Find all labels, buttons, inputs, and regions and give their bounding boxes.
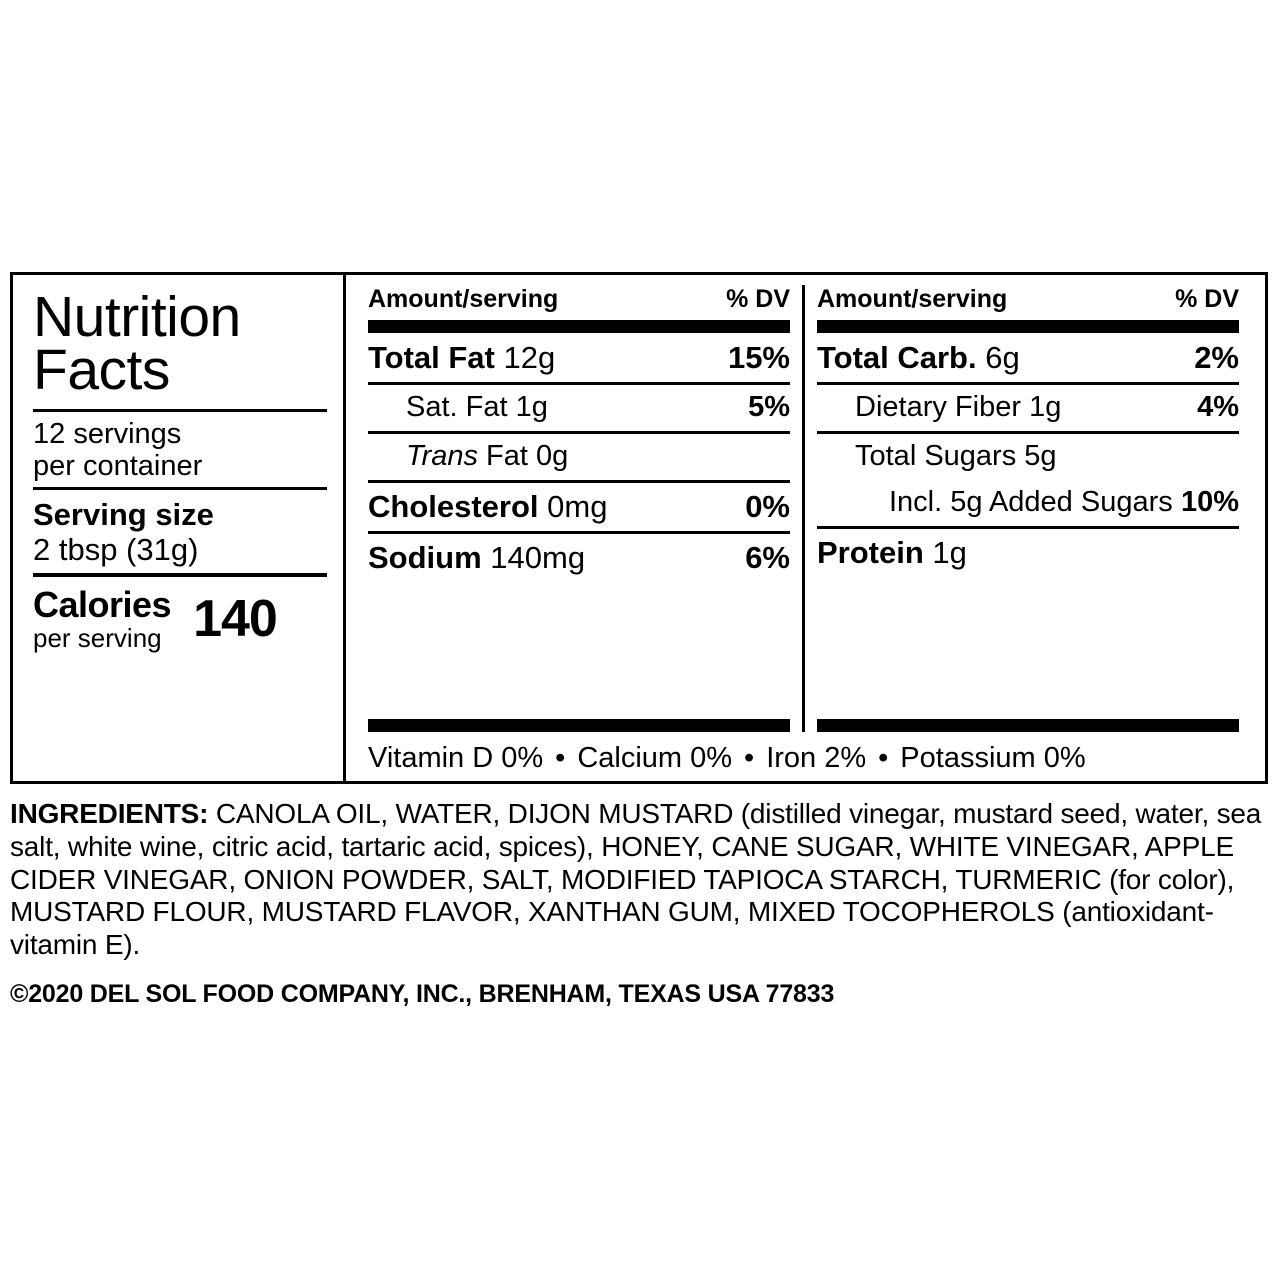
table-row — [368, 480, 790, 531]
nutrient-column-left — [360, 285, 802, 732]
nutrient-dv: 5% — [748, 391, 790, 424]
nutrition-facts-panel — [10, 272, 1268, 784]
page-title — [33, 285, 327, 402]
ingredients-heading: INGREDIENTS: — [10, 798, 209, 829]
table-row — [368, 333, 790, 382]
table-row — [368, 431, 790, 480]
micronutrient-potassium: Potassium 0% — [900, 742, 1086, 774]
nutrient-name: Sodium 140mg — [368, 539, 586, 575]
nutrient-name: Trans Fat 0g — [406, 439, 569, 472]
serving-size — [33, 498, 327, 567]
micronutrient-calcium: Calcium 0% — [577, 742, 733, 774]
serving-size-label: Serving size — [33, 496, 214, 532]
nutrient-name: Dietary Fiber 1g — [855, 391, 1062, 424]
nutrient-columns — [346, 275, 1265, 781]
table-row — [817, 480, 1239, 526]
nutrient-amount: 6g — [985, 340, 1020, 375]
nutrition-facts-title-line1: Nutrition — [33, 285, 241, 349]
micronutrient-iron: Iron 2% — [766, 742, 867, 774]
footer-bar-right — [817, 719, 1239, 732]
nutrient-name: Cholesterol 0mg — [368, 488, 608, 524]
ingredients-section — [10, 798, 1268, 962]
divider-below-title — [33, 409, 327, 412]
nutrient-dv: 2% — [1194, 340, 1239, 375]
nutrient-dv: 4% — [1197, 391, 1239, 424]
table-row — [817, 526, 1239, 577]
nutrient-name: Total Carb. 6g — [817, 340, 1020, 375]
divider-below-serving-size — [33, 573, 327, 577]
ingredients-text: CANOLA OIL, WATER, DIJON MUSTARD (distilled vinegar, mustard seed, water, sea salt, white wine, citric acid, tartaric acid, spices), HONEY, CANE SUGAR, WHITE VINEGAR, APPLE CIDER VINEGAR, ONION POWDER, SALT, MODIFIED TAPIOCA STARCH, TURMERIC (for color), MUSTARD FLOUR, MUSTARD FLAVOR, XANTHAN GUM, MIXED TOCOPHEROLS (antioxidant-vitamin E). — [10, 798, 1262, 960]
servings-per-container — [33, 418, 327, 483]
percent-dv-header: % DV — [1175, 285, 1239, 313]
calories-per-serving-label: per serving — [33, 623, 162, 654]
nutrient-name: Protein 1g — [817, 534, 967, 570]
nutrient-name: Total Sugars 5g — [855, 439, 1057, 472]
footer-bar-left — [368, 719, 790, 732]
amount-per-serving-header: Amount/serving — [817, 285, 1008, 313]
table-row — [817, 431, 1239, 480]
table-row — [368, 531, 790, 582]
nutrient-dv: 0% — [745, 488, 790, 524]
nutrient-dv: 15% — [727, 340, 790, 375]
header-bar-left — [368, 320, 790, 333]
bullet-separator: • — [744, 742, 755, 774]
column-header-right — [817, 285, 1239, 320]
nutrient-amount: Fat 0g — [486, 439, 569, 472]
calories-value: 140 — [193, 590, 277, 649]
nutrient-amount: 5g — [1024, 439, 1057, 472]
divider-below-servings — [33, 487, 327, 490]
column-header-left — [368, 285, 790, 320]
calories-label: Calories — [33, 584, 172, 626]
nutrient-name: Incl. 5g Added Sugars — [889, 485, 1173, 518]
nutrient-amount: 1g — [932, 534, 967, 570]
nutrient-dv: 6% — [745, 539, 790, 575]
micronutrients-row — [360, 732, 1251, 775]
nutrient-amount: 1g — [515, 391, 548, 424]
serving-size-value: 2 tbsp (31g) — [33, 531, 199, 567]
percent-dv-header: % DV — [726, 285, 790, 313]
servings-per-container-label: per container — [33, 450, 203, 483]
amount-per-serving-header: Amount/serving — [368, 285, 559, 313]
nutrition-facts-summary — [13, 275, 343, 781]
nutrient-amount: 140mg — [490, 539, 586, 575]
micronutrient-vitamin-d: Vitamin D 0% — [368, 742, 544, 774]
nutrition-label — [10, 272, 1268, 1009]
nutrient-amount: 12g — [503, 340, 556, 375]
table-row — [368, 382, 790, 431]
nutrient-amount: 0mg — [547, 488, 608, 524]
table-row — [817, 333, 1239, 382]
bullet-separator: • — [878, 742, 889, 774]
nutrient-amount: 1g — [1029, 391, 1062, 424]
bullet-separator: • — [555, 742, 566, 774]
servings-count: 12 servings — [33, 418, 182, 450]
nutrient-column-right — [805, 285, 1251, 732]
nutrition-facts-title-line2: Facts — [33, 338, 170, 402]
table-row — [817, 382, 1239, 431]
calories-row — [33, 584, 327, 654]
copyright-line: ©2020 DEL SOL FOOD COMPANY, INC., BRENHAM, TEXAS USA 77833 — [10, 979, 835, 1008]
nutrient-name: Sat. Fat 1g — [406, 391, 548, 424]
nutrient-name: Total Fat 12g — [368, 340, 556, 375]
nutrient-dv: 10% — [1180, 485, 1239, 518]
header-bar-right — [817, 320, 1239, 333]
